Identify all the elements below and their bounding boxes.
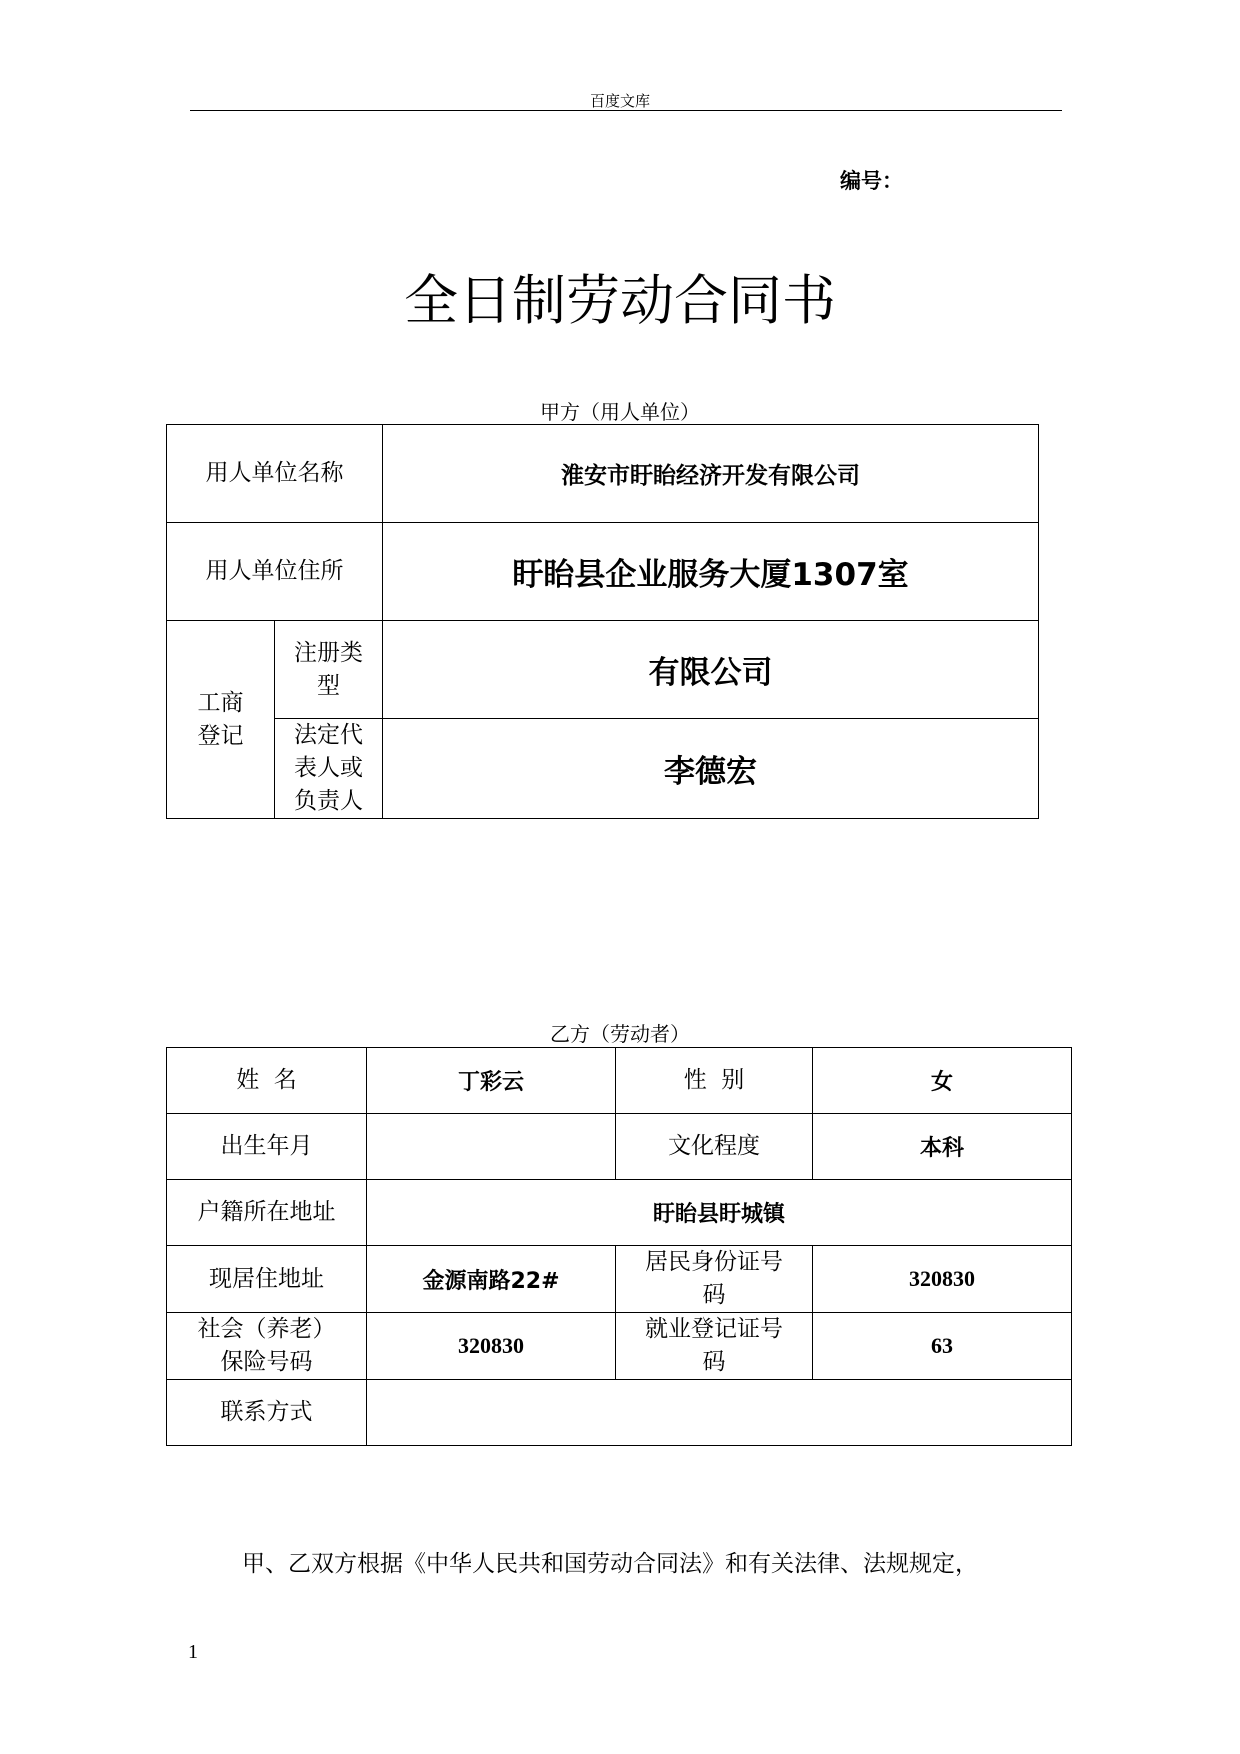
registration-type-value: 有限公司	[383, 621, 1039, 719]
residence-address-value: 金源南路22#	[367, 1246, 616, 1313]
employer-name-value: 淮安市盱眙经济开发有限公司	[383, 425, 1039, 523]
page-header-text: 百度文库	[589, 92, 650, 110]
business-registration-label: 工商登记	[167, 621, 275, 819]
birth-date-value	[367, 1114, 616, 1180]
contact-value	[367, 1380, 1072, 1446]
employer-name-label: 用人单位名称	[167, 425, 383, 523]
education-label: 文化程度	[616, 1114, 813, 1180]
employer-address-label: 用人单位住所	[167, 523, 383, 621]
body-paragraph: 甲、乙双方根据《中华人民共和国劳动合同法》和有关法律、法规规定，	[242, 1551, 978, 1577]
header-rule	[190, 110, 1062, 111]
gender-label: 性 别	[616, 1048, 813, 1114]
registration-type-label: 注册类型	[275, 621, 383, 719]
insurance-number-value: 320830	[367, 1313, 616, 1380]
worker-name-value: 丁彩云	[367, 1048, 616, 1114]
contact-label: 联系方式	[167, 1380, 367, 1446]
residence-address-label: 现居住地址	[167, 1246, 367, 1313]
party-b-caption: 乙方（劳动者）	[550, 1022, 690, 1046]
hukou-address-value: 盱眙县盱城镇	[367, 1180, 1072, 1246]
document-title: 全日制劳动合同书	[404, 269, 836, 332]
party-b-table	[166, 1047, 1072, 1446]
employment-registration-label: 就业登记证号码	[616, 1313, 813, 1380]
birth-date-label: 出生年月	[167, 1114, 367, 1180]
legal-representative-label: 法定代表人或负责人	[275, 719, 383, 819]
education-value: 本科	[813, 1114, 1072, 1180]
gender-value: 女	[813, 1048, 1072, 1114]
party-a-table	[166, 424, 1039, 819]
page-number: 1	[188, 1641, 198, 1663]
legal-representative-value: 李德宏	[383, 719, 1039, 819]
party-a-caption: 甲方（用人单位）	[540, 400, 700, 424]
id-number-value: 320830	[813, 1246, 1072, 1313]
employer-address-value: 盱眙县企业服务大厦1307室	[383, 523, 1039, 621]
hukou-address-label: 户籍所在地址	[167, 1180, 367, 1246]
id-number-label: 居民身份证号码	[616, 1246, 813, 1313]
insurance-number-label: 社会（养老）保险号码	[167, 1313, 367, 1380]
serial-number-label: 编号：	[840, 169, 903, 193]
worker-name-label: 姓 名	[167, 1048, 367, 1114]
employment-registration-value: 63	[813, 1313, 1072, 1380]
